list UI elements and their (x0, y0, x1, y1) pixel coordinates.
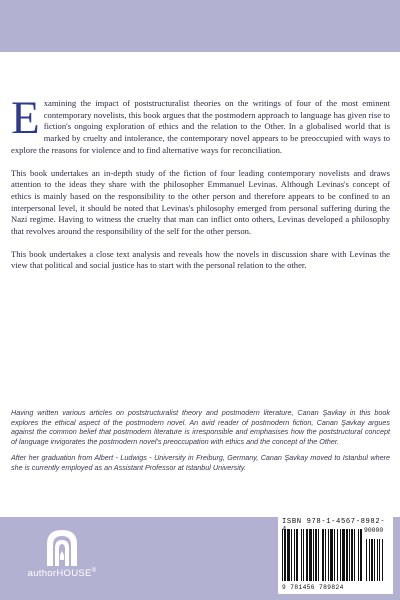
author-bio-paragraph-2: After her graduation from Albert - Ludwigs - University in Freiburg, Germany, Canan Şavkay moved to Istanbul where she is currently employed as an Assistant Professor at Istanbul University. (11, 453, 390, 472)
barcode-digits: 9 781456 789824 (282, 584, 344, 591)
description-paragraph-3: This book undertakes a close text analysis and reveals how the novels in discussion share with Levinas the view that political and social justice has to start with the personal relation to the other. (11, 248, 390, 271)
publisher-logo (22, 524, 102, 580)
description-paragraph-1 (11, 92, 390, 157)
authorhouse-logo-icon (22, 524, 102, 568)
drop-cap: E (11, 92, 40, 144)
isbn-number: ISBN 978-1-4567-8982- (282, 518, 386, 526)
description-paragraph-2: This book undertakes an in-depth study of the fiction of four leading contemporary novelists and draws attention to the ideas they share with the philosopher Emmanuel Levinas. Although Levinas's concept of ethics is mainly based on the responsibility to the other person and therefore appears to be confined to an interpersonal level, it should be noted that Levinas's philosophy emerged from personal suffering during the Nazi regime. Having to witness the cruelty that man can inflict onto others, Levinas developed a philosophy that revolves around the responsibility of the self for the other person. (11, 167, 390, 237)
barcode-bars (282, 529, 389, 584)
isbn-barcode (278, 516, 393, 594)
author-bio-paragraph-1: Having written various articles on poststructuralist theory and postmodern literature, Canan Şavkay in this book explores the ethical aspect of the postmodern novel. An avid reader of postmodern fiction, Canan Şavkay argues against the common belief that postmodern literature is irresponsible and emphasises how the poststructural concept of language invigorates the postmodern novel's preoccupation with ethics and the concept of the Other. (11, 408, 390, 446)
price-code: 90000 (364, 527, 384, 534)
book-description (11, 92, 390, 283)
author-bio (11, 408, 390, 480)
publisher-name: authorHOUSE® (27, 568, 97, 580)
description-paragraph-1-text: xamining the impact of poststructuralist theories on the writings of four of the most eminent contemporary novelists, this book argues that the postmodern approach to language has given rise to fiction's ongoing exploration of ethics and the relation to the Other. In a globalised world that is marked by cruelty and intolerance, the contemporary novel appears to be preoccupied with ways to explore the reasons for violence and to find alternative ways for reconciliation. (11, 98, 390, 155)
